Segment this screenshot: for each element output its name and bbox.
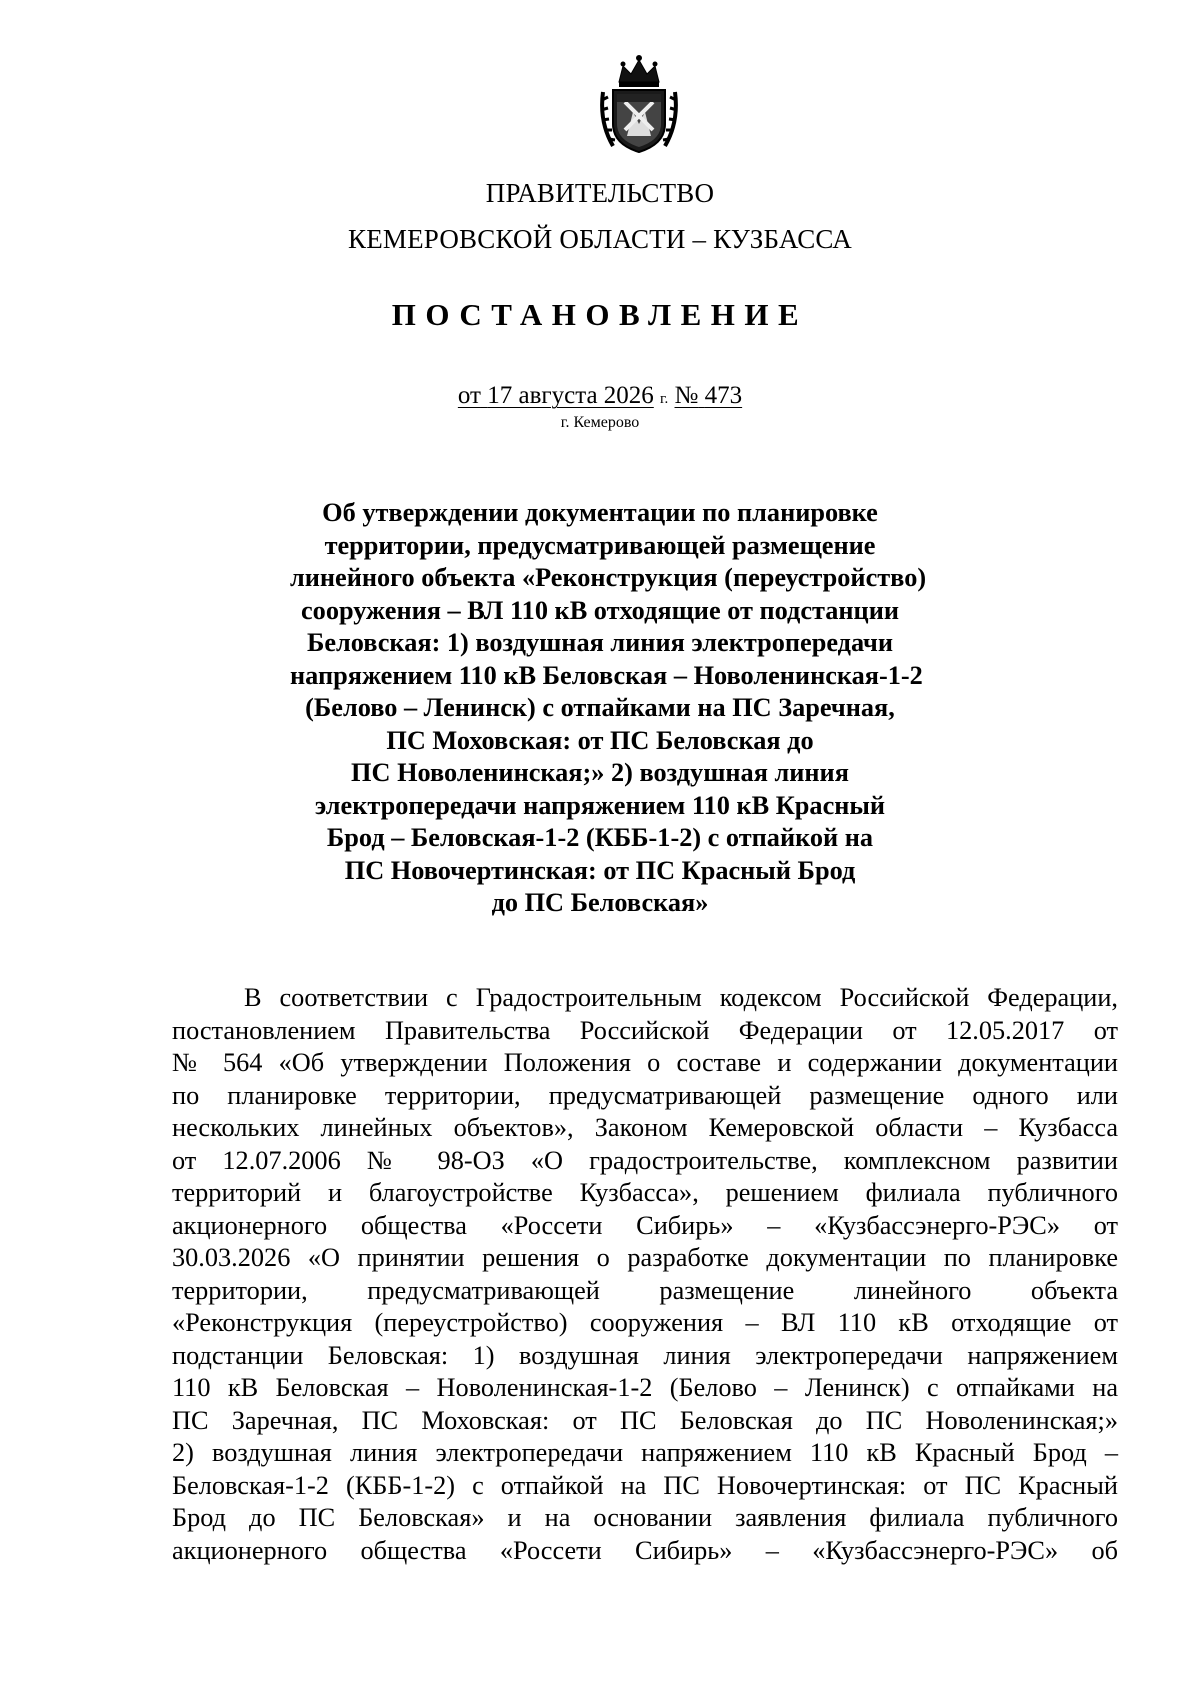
body-line: территории, предусматривающей размещение линейного объекта	[172, 1275, 1118, 1305]
body-line: от 12.07.2006 № 98-ОЗ «О градостроительстве, комплексном развитии	[172, 1145, 1118, 1175]
organization-name-line1: ПРАВИТЕЛЬСТВО	[485, 178, 715, 208]
number-sign: №	[674, 382, 699, 409]
body-line: по планировке территории, предусматривающей размещение одного или	[172, 1080, 1118, 1110]
title-line: (Белово – Ленинск) с отпайками на ПС Заречная,	[305, 693, 895, 722]
body-line: акционерного общества «Россети Сибирь» – «Кузбассэнерго-РЭС» от	[172, 1210, 1118, 1240]
title-line: линейного объекта «Реконструкция (переустройство)	[290, 563, 927, 592]
document-title	[290, 497, 927, 920]
body-line: акционерного общества «Россети Сибирь» – «Кузбассэнерго-РЭС» об	[172, 1535, 1118, 1565]
title-line: электропередачи напряжением 110 кВ Красный	[314, 790, 886, 820]
body-line: Беловская-1-2 (КББ-1-2) с отпайкой на ПС Новочертинская: от ПС Красный	[172, 1470, 1118, 1500]
body-line: № 564 «Об утверждении Положения о составе и содержании документации	[172, 1048, 1118, 1077]
coat-of-arms-emblem	[597, 52, 681, 156]
date-number-line	[0, 382, 1200, 410]
title-line: напряжением 110 кВ Беловская – Новоленинская-1-2	[290, 660, 923, 690]
title-line: до ПС Беловская»	[491, 888, 709, 917]
document-date: 17 августа 2026	[487, 382, 654, 409]
body-line: постановлением Правительства Российской Федерации от 12.05.2017 от	[172, 1015, 1118, 1045]
title-line: ПС Новоленинская;» 2) воздушная линия	[351, 758, 849, 787]
coat-of-arms-icon	[597, 52, 681, 156]
body-line: территорий и благоустройстве Кузбасса», решением филиала публичного	[172, 1178, 1118, 1207]
body-line: ПС Заречная, ПС Моховская: от ПС Беловская до ПС Новоленинская;»	[172, 1405, 1118, 1435]
title-line: ПС Моховская: от ПС Беловская до	[386, 725, 814, 755]
document-type-heading: ПОСТАНОВЛЕНИЕ	[391, 297, 809, 332]
title-line: территории, предусматривающей размещение	[324, 530, 876, 560]
year-suffix: г.	[660, 391, 669, 407]
title-line: сооружения – ВЛ 110 кВ отходящие от подстанции	[301, 595, 899, 625]
document-number: 473	[704, 382, 743, 409]
body-line: В соответствии с Градостроительным кодексом Российской Федерации,	[244, 983, 1118, 1012]
body-line: Брод до ПС Беловская» и на основании заявления филиала публичного	[172, 1503, 1118, 1532]
body-line: 110 кВ Беловская – Новоленинская-1-2 (Белово – Ленинск) с отпайками на	[172, 1373, 1118, 1402]
body-paragraph	[172, 982, 1118, 1567]
title-line: ПС Новочертинская: от ПС Красный Брод	[344, 855, 856, 885]
city-name: г. Кемерово	[560, 414, 640, 431]
body-line: «Реконструкция (переустройство) сооружения – ВЛ 110 кВ отходящие от	[172, 1308, 1118, 1337]
body-line: подстанции Беловская: 1) воздушная линия электропередачи напряжением	[172, 1340, 1118, 1370]
body-line: 30.03.2026 «О принятии решения о разработке документации по планировке	[172, 1243, 1118, 1272]
body-line: нескольких линейных объектов», Законом Кемеровской области – Кузбасса	[172, 1113, 1118, 1142]
organization-name-line2: КЕМЕРОВСКОЙ ОБЛАСТИ – КУЗБАССА	[348, 224, 852, 254]
date-prefix: от	[457, 382, 481, 409]
title-line: Брод – Беловская-1-2 (КББ-1-2) с отпайкой на	[326, 823, 874, 852]
body-line: 2) воздушная линия электропередачи напряжением 110 кВ Красный Брод –	[172, 1438, 1118, 1467]
title-line: Беловская: 1) воздушная линия электропередачи	[306, 628, 894, 657]
title-line: Об утверждении документации по планировке	[322, 498, 878, 527]
